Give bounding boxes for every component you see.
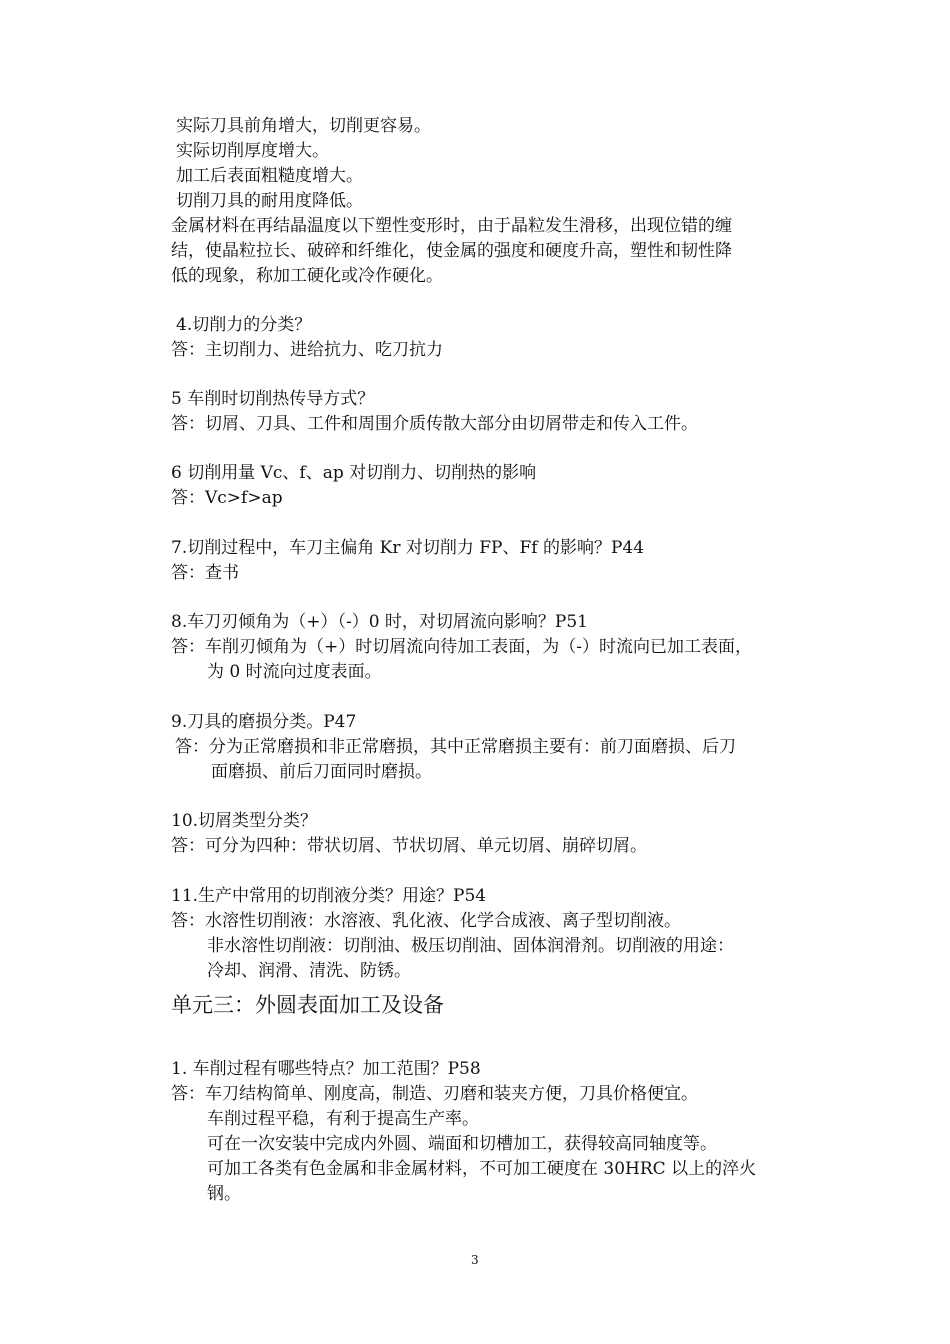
u3q1-answer-line-4: 可加工各类有色金属和非金属材料，不可加工硬度在 30HRC 以上的淬火 — [207, 1159, 757, 1179]
q11-answer-line-2: 非水溶性切削液：切削油、极压切削油、固体润滑剂。切削液的用途： — [207, 936, 734, 956]
q5-question: 5 车削时切削热传导方式？ — [171, 389, 375, 409]
q4-question: 4.切削力的分类？ — [176, 315, 312, 335]
u3q1-answer-line-3: 可在一次安装中完成内外圆、端面和切槽加工，获得较高同轴度等。 — [207, 1134, 717, 1154]
q11-question: 11.生产中常用的切削液分类？用途？P54 — [171, 886, 487, 906]
q4-answer: 答：主切削力、进给抗力、吃刀抗力 — [171, 340, 443, 360]
q6-question: 6 切削用量 Vc、f、ap 对切削力、切削热的影响 — [171, 463, 537, 483]
q9-answer-line-1: 答：分为正常磨损和非正常磨损，其中正常磨损主要有：前刀面磨损、后刀 — [175, 737, 736, 757]
unit3-heading: 单元三：外圆表面加工及设备 — [171, 993, 444, 1017]
u3q1-answer-line-5: 钢。 — [207, 1184, 241, 1204]
q11-answer-line-3: 冷却、润滑、清洗、防锈。 — [207, 961, 411, 981]
intro-line-4: 切削刀具的耐用度降低。 — [176, 191, 363, 211]
intro-line-5: 金属材料在再结晶温度以下塑性变形时，由于晶粒发生滑移，出现位错的缠 — [171, 216, 732, 236]
q9-question: 9.刀具的磨损分类。P47 — [171, 712, 357, 732]
q9-answer-line-2: 面磨损、前后刀面同时磨损。 — [211, 762, 432, 782]
q11-answer-line-1: 答：水溶性切削液：水溶液、乳化液、化学合成液、离子型切削液。 — [171, 911, 681, 931]
q10-question: 10.切屑类型分类？ — [171, 811, 318, 831]
q10-answer: 答：可分为四种：带状切屑、节状切屑、单元切屑、崩碎切屑。 — [171, 836, 647, 856]
intro-line-7: 低的现象，称加工硬化或冷作硬化。 — [171, 266, 443, 286]
q7-answer: 答：查书 — [171, 563, 239, 583]
page-number: 3 — [471, 1253, 479, 1267]
intro-line-2: 实际切削厚度增大。 — [176, 141, 329, 161]
intro-line-3: 加工后表面粗糙度增大。 — [176, 166, 363, 186]
q8-question: 8.车刀刃倾角为（+）（-）0 时，对切屑流向影响？P51 — [171, 612, 588, 632]
intro-line-6: 结，使晶粒拉长、破碎和纤维化，使金属的强度和硬度升高，塑性和韧性降 — [171, 241, 732, 261]
u3q1-question: 1. 车削过程有哪些特点？加工范围？P58 — [171, 1059, 481, 1079]
intro-line-1: 实际刀具前角增大，切削更容易。 — [176, 116, 431, 136]
q6-answer: 答：Vc>f>ap — [171, 488, 283, 508]
q8-answer-line-1: 答：车削刃倾角为（+）时切屑流向待加工表面，为（-）时流向已加工表面， — [171, 637, 752, 657]
u3q1-answer-line-1: 答：车刀结构简单、刚度高，制造、刃磨和装夹方便，刀具价格便宜。 — [171, 1084, 698, 1104]
q7-question: 7.切削过程中，车刀主偏角 Kr 对切削力 FP、Ff 的影响？P44 — [171, 538, 645, 558]
u3q1-answer-line-2: 车削过程平稳，有利于提高生产率。 — [207, 1109, 479, 1129]
q8-answer-line-2: 为 0 时流向过度表面。 — [207, 662, 382, 682]
q5-answer: 答：切屑、刀具、工件和周围介质传散大部分由切屑带走和传入工件。 — [171, 414, 698, 434]
